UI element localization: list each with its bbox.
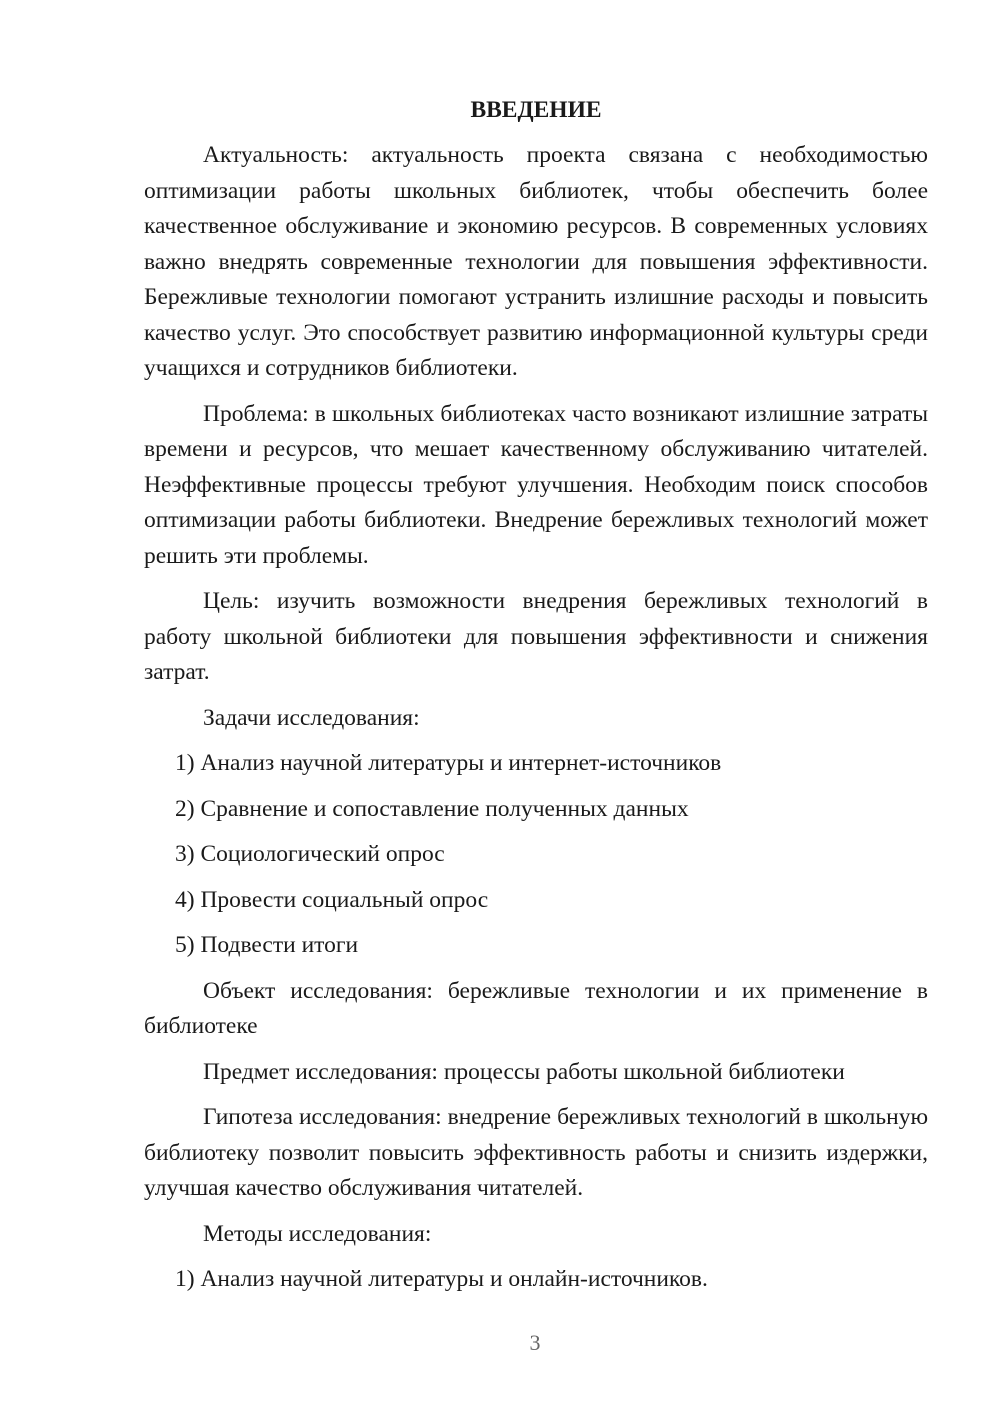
task-item: 1) Анализ научной литературы и интернет-источников (175, 750, 722, 776)
methods-heading: Методы исследования: (203, 1220, 432, 1247)
hypothesis-paragraph: Гипотеза исследования: внедрение бережливых технологий в школьную библиотеку позволит повысить эффективность работы и снизить издержки, улучшая качество обслуживания читателей. (144, 1104, 928, 1201)
problem-paragraph: Проблема: в школьных библиотеках часто возникают излишние затраты времени и ресурсов, что мешает качественному обслуживанию читателей. Неэффективные процессы требуют улучшения. Необходим поиск способов оптимизации работы библиотеки. Внедрение бережливых технологий может решить эти проблемы. (144, 400, 928, 569)
task-item: 5) Подвести итоги (175, 932, 359, 958)
object-paragraph: Объект исследования: бережливые технологии и их применение в библиотеке (144, 977, 928, 1039)
goal-paragraph: Цель: изучить возможности внедрения бережливых технологий в работу школьной библиотеки для повышения эффективности и снижения затрат. (144, 588, 928, 685)
task-item: 3) Социологический опрос (175, 841, 445, 867)
page-content (144, 92, 928, 1308)
page-number: 3 (529, 1330, 541, 1355)
page-title: ВВЕДЕНИЕ (470, 97, 602, 123)
task-item: 4) Провести социальный опрос (175, 886, 489, 913)
actuality-paragraph: Актуальность: актуальность проекта связана с необходимостью оптимизации работы школьных библиотек, чтобы обеспечить более качественное обслуживание и экономию ресурсов. В современных условиях важно внедрять современные технологии для повышения эффективности. Бережливые технологии помогают устранить излишние расходы и повысить качество услуг. Это способствует развитию информационной культуры среди учащихся и сотрудников библиотеки. (144, 142, 928, 381)
subject-paragraph: Предмет исследования: процессы работы школьной библиотеки (203, 1058, 845, 1085)
method-item: 1) Анализ научной литературы и онлайн-источников. (175, 1266, 708, 1292)
tasks-heading: Задачи исследования: (203, 704, 420, 731)
task-item: 2) Сравнение и сопоставление полученных данных (175, 795, 689, 822)
